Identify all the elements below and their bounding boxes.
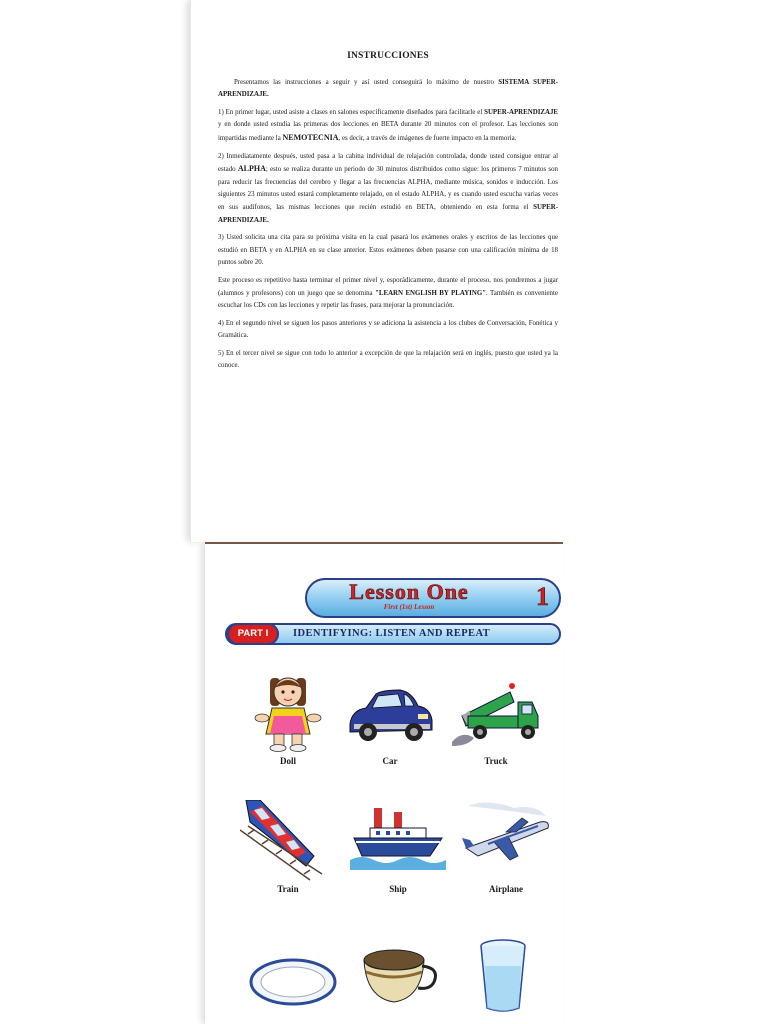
intro-paragraph: Presentamos las instrucciones a seguir y así usted conseguirá lo máximo de nuestro SISTEMA SUPER-APRENDIZAJE. — [218, 78, 559, 99]
doll-icon — [240, 672, 336, 754]
cup-icon — [350, 936, 446, 1018]
vocab-item-cup — [350, 936, 446, 1024]
glass-icon — [455, 936, 551, 1018]
vocab-item-doll — [240, 672, 336, 768]
step-5-paragraph: 5) En el tercer nivel se sigue con todo lo anterior a excepción de que la relajación será en inglés, puesto que usted ya la conoce. — [218, 349, 558, 370]
ship-icon — [350, 800, 446, 882]
vocab-label: Car — [382, 756, 398, 766]
vocab-label — [350, 1020, 446, 1024]
step-2-paragraph: 2) Inmediatamente después, usted pasa a la cabina individual de relajación controlada, donde usted consigue entrar al estado ALPHA; esto se realiza durante un periodo de 30 minutos distribuidos como sigue: los primeros 7 minutos son para reducir las frecuencias del cerebro y llegar a las frecuencias ALPHA, mediante música, sonidos e inducción. Los siguientes 23 minutos usted estará completamente relajado, en el estado ALPHA, y es cuando usted escucha varias veces en sus audífonos, las mismas lecciones que recién estudió en BETA, obteniendo en esta forma el SUPER-APRENDIZAJE. — [218, 152, 559, 224]
vocab-label: Truck — [484, 756, 508, 766]
lesson-title: Lesson One — [349, 579, 469, 604]
instructions-page — [190, 0, 567, 542]
airplane-icon — [458, 800, 554, 882]
step-1-paragraph: 1) En primer lugar, usted asiste a clases en salones específicamente diseñados para facilitarle el SUPER-APRENDIZAJE y en donde usted estudia las primeras dos lecciones en BETA durante 20 minutos con el profesor. Las lecciones son impartidas mediante la NEMOTECNIA, es decir, a través de imágenes de fuerte impacto en la memoria. — [218, 108, 558, 142]
instructions-title: INSTRUCCIONES — [347, 51, 429, 61]
step-4-paragraph: 4) En el segundo nivel se siguen los pasos anteriores y se adiciona la asistencia a los clubes de Conversación, Fonética y Gramática. — [218, 319, 558, 340]
vocab-item-glass — [455, 936, 551, 1024]
part-bar — [225, 623, 561, 645]
vocab-item-plate — [245, 936, 341, 1024]
vocab-item-truck — [448, 672, 544, 768]
lesson-subtitle: First (1st) Lesson — [383, 603, 435, 611]
lesson-banner — [305, 578, 561, 618]
car-icon — [342, 672, 438, 754]
lesson-page — [205, 544, 563, 1024]
vocab-item-airplane — [458, 800, 554, 896]
truck-icon — [448, 672, 544, 754]
vocab-label — [455, 1020, 551, 1024]
process-paragraph: Este proceso es repetitivo hasta terminar el primer nivel y, esporádicamente, durante el proceso, nos pondremos a jugar (alumnos y profesores) con un juego que se denomina "LEARN ENGLISH BY PLAYING". También es conveniente escuchar los CDs con las lecciones y repetir las frases, para mejorar la pronunciación. — [218, 276, 558, 310]
part-label: PART I — [227, 623, 279, 645]
part-title: IDENTIFYING: LISTEN AND REPEAT — [293, 628, 491, 639]
vocab-label: Doll — [279, 756, 296, 766]
vocab-label: Airplane — [488, 884, 523, 894]
plate-icon — [245, 936, 341, 1018]
vocab-label: Train — [277, 884, 299, 894]
vocab-label — [245, 1020, 341, 1024]
vocab-label: Ship — [389, 884, 407, 894]
train-icon — [240, 800, 336, 882]
instructions-body — [218, 50, 558, 378]
vocab-item-car — [342, 672, 438, 768]
vocab-item-train — [240, 800, 336, 896]
step-3-paragraph: 3) Usted solicita una cita para su próxima visita en la cual pasará los exámenes orales y escritos de las lecciones que estudió en BETA y en ALPHA en su clase anterior. Estos exámenes deben pasarse con una calificación mínima de 18 puntos sobre 20. — [218, 234, 558, 267]
vocab-item-ship — [350, 800, 446, 896]
lesson-number: 1 — [536, 582, 549, 611]
